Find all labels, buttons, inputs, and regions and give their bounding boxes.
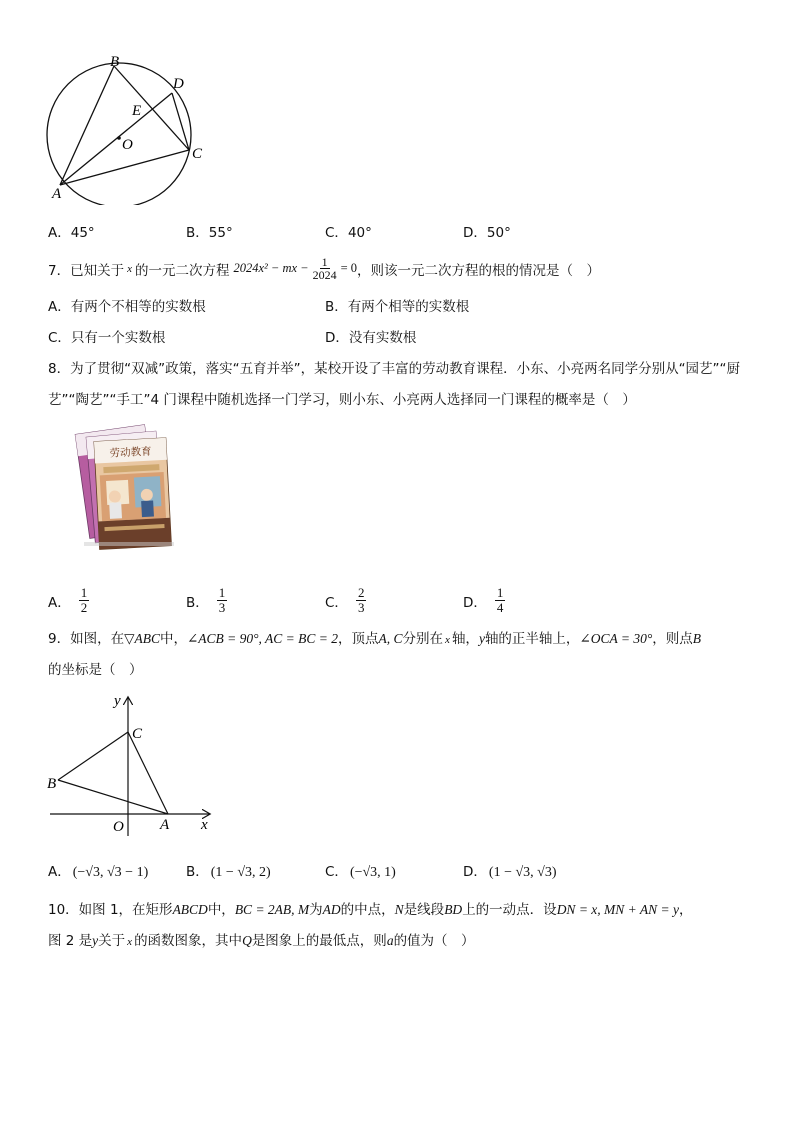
q6-option-b[interactable] xyxy=(186,221,233,241)
q7-equation: 2024x² − mx − xyxy=(233,261,309,275)
fraction-denominator: 4 xyxy=(496,600,504,615)
q6-option-d[interactable] xyxy=(463,221,511,241)
segment-BC xyxy=(58,732,128,780)
label-E: E xyxy=(132,103,142,119)
q7-text: 已知关于 xyxy=(70,262,125,279)
q10-var-y: y xyxy=(92,933,99,948)
option-letter: D． xyxy=(463,864,487,880)
q10-rectangle: ABCD xyxy=(172,902,208,917)
q7-option-b[interactable] xyxy=(325,295,469,315)
option-letter: D． xyxy=(463,225,487,241)
option-value: (1 − √3, √3) xyxy=(488,865,557,880)
q7-equation-rhs: = 0 xyxy=(340,261,358,275)
option-letter: C． xyxy=(325,594,348,611)
q10-text: 图 2 是 xyxy=(48,933,93,949)
option-value: 55° xyxy=(208,225,233,241)
coordinate-figure xyxy=(44,690,224,840)
option-letter: B． xyxy=(325,299,348,315)
svg-text:劳动教育: 劳动教育 xyxy=(109,445,152,460)
option-fraction xyxy=(79,586,90,615)
q7-option-d[interactable] xyxy=(325,326,416,346)
q10-segment-bd: BD xyxy=(444,902,463,917)
option-letter: A． xyxy=(48,299,71,315)
option-letter: B． xyxy=(186,864,209,880)
q9-text: ，则点 xyxy=(652,631,693,647)
q9-text: 中， xyxy=(159,631,187,647)
q10-text: 关于 xyxy=(98,933,126,949)
fraction-numerator: 1 xyxy=(321,255,328,269)
q9-text: ，顶点 xyxy=(338,631,379,647)
fraction-numerator: 1 xyxy=(80,585,88,600)
option-value: (−√3, √3 − 1) xyxy=(72,865,149,880)
q9-text: 轴的正半轴上， xyxy=(484,631,580,647)
label-A: A xyxy=(52,186,62,202)
q9-vertices: A, C xyxy=(378,631,403,646)
label-B: B xyxy=(47,776,57,792)
q10-point-n: N xyxy=(394,902,404,917)
option-fraction xyxy=(217,586,228,615)
fraction-numerator: 1 xyxy=(496,585,504,600)
q8-option-d[interactable] xyxy=(463,586,505,615)
q10-condition: BC = 2AB, M xyxy=(234,902,310,917)
option-letter: C． xyxy=(48,330,71,346)
segment-AD xyxy=(60,93,172,185)
q10-text: 上的一动点．设 xyxy=(462,902,557,918)
segment-BA xyxy=(58,780,168,814)
textbook-illustration xyxy=(70,410,180,555)
q7-stem xyxy=(48,256,600,281)
option-letter: A． xyxy=(48,594,71,611)
option-letter: A． xyxy=(48,225,71,241)
option-value: (1 − √3, 2) xyxy=(210,865,271,880)
q10-text: 的值为（ ） xyxy=(393,933,475,949)
q9-var-x: x xyxy=(445,634,450,646)
option-fraction xyxy=(356,586,367,615)
q9-text: 轴， xyxy=(451,631,479,647)
q7-fraction xyxy=(311,256,339,281)
q8-option-a[interactable] xyxy=(48,586,89,615)
q10-var-a: a xyxy=(386,933,394,948)
option-letter: B． xyxy=(186,594,209,611)
center-point xyxy=(117,136,121,140)
q8-stem-line1: 8．为了贯彻“双减”政策，落实“五育并举”，某校开设了丰富的劳动教育课程．小东、小亮两名同学分别从“园艺”“厨 xyxy=(48,361,741,377)
label-x: x xyxy=(201,817,208,833)
label-B: B xyxy=(110,55,120,70)
q10-text: 的函数图象，其中 xyxy=(134,933,243,949)
option-letter: A． xyxy=(48,864,71,880)
q9-var-y: y xyxy=(478,631,485,646)
q9-triangle: ▽ABC xyxy=(124,631,160,646)
q6-option-c[interactable] xyxy=(325,221,372,241)
circle-figure xyxy=(40,55,220,205)
segment-AC xyxy=(60,150,189,185)
q7-var-x: x xyxy=(127,262,132,275)
q10-segment-ad: AD xyxy=(322,902,341,917)
q10-text: 中， xyxy=(207,902,235,918)
q7-text: ，则该一元二次方程的根的情况是（ ） xyxy=(357,262,601,279)
option-letter: C． xyxy=(325,225,348,241)
q9-option-c[interactable] xyxy=(325,860,396,881)
q9-option-b[interactable] xyxy=(186,860,271,881)
q10-text: ， xyxy=(679,902,693,918)
label-O: O xyxy=(122,137,133,153)
q8-option-c[interactable] xyxy=(325,586,366,615)
option-letter: D． xyxy=(325,330,349,346)
q7-option-a[interactable] xyxy=(48,295,206,315)
segment-CA xyxy=(128,732,168,814)
q9-stem-line2: 的坐标是（ ） xyxy=(48,662,143,678)
q10-point-q: Q xyxy=(242,933,252,948)
q9-option-a[interactable] xyxy=(48,860,148,881)
q7-text: 的一元二次方程 xyxy=(134,262,230,279)
option-value: 45° xyxy=(70,225,95,241)
q9-option-d[interactable] xyxy=(463,860,557,881)
option-value: 40° xyxy=(347,225,372,241)
label-C: C xyxy=(192,146,203,162)
book-front xyxy=(94,438,172,550)
option-fraction xyxy=(495,586,506,615)
q9-text: 分别在 xyxy=(402,631,444,647)
fraction-denominator: 2 xyxy=(80,600,88,615)
question-number: 7． xyxy=(48,262,71,279)
q10-condition: DN = x, MN + AN = y xyxy=(556,902,680,917)
q9-stem-line1 xyxy=(48,627,701,647)
q8-option-b[interactable] xyxy=(186,586,227,615)
q10-var-x: x xyxy=(127,936,133,948)
q10-stem-line2 xyxy=(48,929,475,949)
q10-text: 是图象上的最低点，则 xyxy=(251,933,387,949)
circle-outline xyxy=(47,63,191,205)
q7-option-c[interactable] xyxy=(48,326,165,346)
fraction-denominator: 3 xyxy=(218,600,226,615)
option-value: 没有实数根 xyxy=(348,330,417,346)
q9-angle: ∠OCA = 30° xyxy=(579,631,653,646)
question-number: 9． xyxy=(48,631,71,647)
label-O: O xyxy=(113,819,124,835)
q8-stem-line2: 艺”“陶艺”“手工”4 门课程中随机选择一门学习，则小东、小亮两人选择同一门课程的概率是（ ） xyxy=(48,392,636,408)
option-letter: B． xyxy=(186,225,209,241)
option-value: 只有一个实数根 xyxy=(70,330,166,346)
q10-text: 是线段 xyxy=(403,902,445,918)
option-value: (−√3, 1) xyxy=(349,865,396,880)
label-A: A xyxy=(160,817,170,833)
fraction-denominator: 3 xyxy=(357,600,365,615)
option-value: 有两个相等的实数根 xyxy=(347,299,470,315)
q10-text: 的中点， xyxy=(340,902,395,918)
option-letter: D． xyxy=(463,594,487,611)
option-letter: C． xyxy=(325,864,348,880)
label-C: C xyxy=(132,726,143,742)
q10-text: 10．如图 1，在矩形 xyxy=(48,902,173,918)
fraction-numerator: 1 xyxy=(218,585,226,600)
q9-condition: ∠ACB = 90°, AC = BC = 2 xyxy=(186,631,339,646)
q9-text: 如图，在 xyxy=(70,631,125,647)
label-D: D xyxy=(173,76,184,92)
q10-stem-line1 xyxy=(48,898,693,918)
fraction-numerator: 2 xyxy=(357,585,365,600)
fraction-denominator: 2024 xyxy=(312,268,337,282)
q6-option-a[interactable] xyxy=(48,221,95,241)
label-y: y xyxy=(114,693,121,709)
q10-text: 为 xyxy=(309,902,323,918)
q9-point-B: B xyxy=(692,631,702,646)
option-value: 有两个不相等的实数根 xyxy=(70,299,206,315)
option-value: 50° xyxy=(486,225,511,241)
